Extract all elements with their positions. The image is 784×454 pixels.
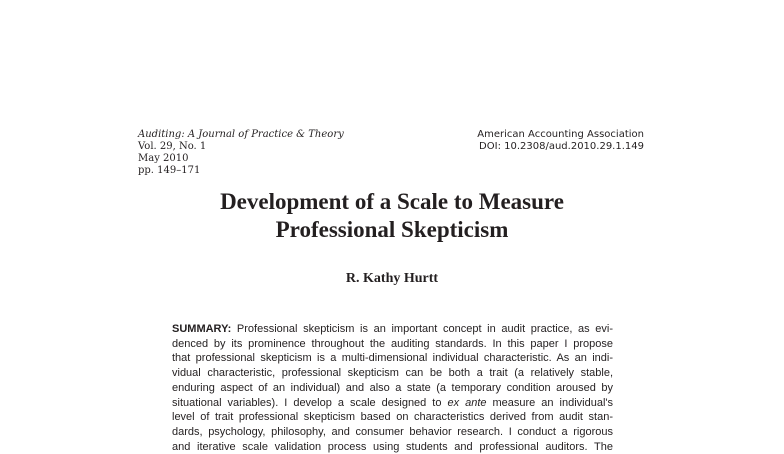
summary-line-5: enduring aspect of an individual) and also a state (a temporary condition aroused by <box>172 381 613 394</box>
author-name: R. Kathy Hurtt <box>345 271 439 286</box>
journal-citation <box>138 129 344 177</box>
paper-title-line-2: Professional Skepticism <box>275 217 509 242</box>
summary-text-6a: situational variables). I develop a scale designed to <box>172 396 448 409</box>
doi-link[interactable]: DOI: 10.2308/aud.2010.29.1.149 <box>479 141 644 152</box>
journal-volume: Vol. 29, No. 1 <box>138 141 207 152</box>
summary-line-8: dards, psychology, philosophy, and consumer behavior research. I conduct a rigorous <box>172 425 613 438</box>
summary-line-4: vidual characteristic, professional skepticism can be both a trait (a relatively stable, <box>172 367 613 380</box>
publisher-name: American Accounting Association <box>477 129 644 140</box>
summary-line-2: denced by its prominence throughout the auditing standards. In this paper I propose <box>172 337 613 350</box>
summary-label: SUMMARY: <box>172 323 232 335</box>
journal-pages: pp. 149–171 <box>138 165 201 176</box>
summary-text-6b: measure an individual's <box>486 396 613 409</box>
publisher-info <box>477 129 644 153</box>
summary-line-7: level of trait professional skepticism based on characteristics derived from audit stan- <box>172 411 613 424</box>
summary-line-6 <box>172 396 613 411</box>
summary-italic-term: ex ante <box>447 396 487 409</box>
paper-title <box>0 188 784 244</box>
abstract-summary <box>172 322 613 454</box>
journal-name: Auditing: A Journal of Practice & Theory <box>138 129 344 140</box>
journal-date: May 2010 <box>138 153 189 164</box>
summary-line-3: that professional skepticism is a multi-dimensional individual characteristic. As an indi- <box>172 352 613 365</box>
summary-text-1: Professional skepticism is an important concept in audit practice, as evi- <box>231 323 613 335</box>
summary-line-1 <box>172 322 613 337</box>
summary-line-9: and iterative scale validation process using students and professional auditors. The <box>172 440 613 453</box>
paper-title-line-1: Development of a Scale to Measure <box>220 189 564 214</box>
